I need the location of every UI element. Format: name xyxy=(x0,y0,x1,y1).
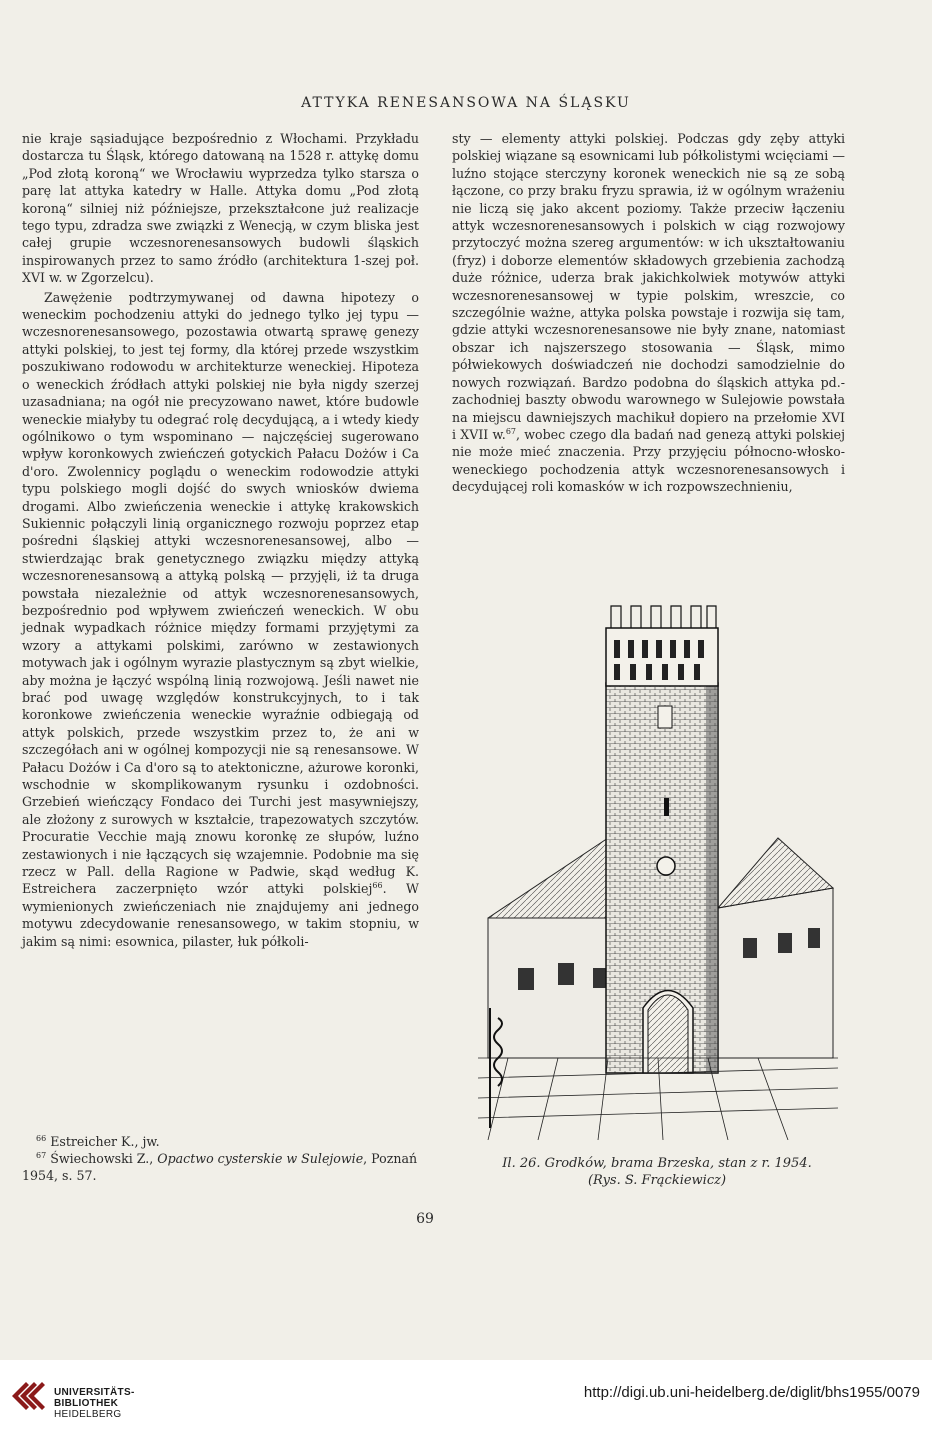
library-name[interactable]: UNIVERSITÄTS- BIBLIOTHEK HEIDELBERG xyxy=(54,1387,135,1420)
right-text-column xyxy=(452,130,845,496)
footnote-ref: 67 xyxy=(505,426,517,436)
tower-illustration xyxy=(478,588,838,1140)
paragraph: sty — elementy attyki polskiej. Podczas gdy zęby attyki polskiej wiązane są esownicami lub półkolistymi wcięciami — luźno stojące sterczyny koronek weneckich nie są ze sobą łączone, co przy braku fryzu sprawia, iż w ogólnym wrażeniu nie liczą się jako akcent poziomy. Także przeciw łączeniu attyk wczesnorenesansowych i polskich w ciąg rozwojowy przytoczyć można szereg argumentów: w ich ukształtowaniu (fryz) i doborze elementów składowych grzebienia zachodzą duże różnice, uderza brak jakichkolwiek motywów attyki wczesnorenesansowej w typie polskim, wreszcie, co szczególnie ważne, attyka polska powstaje i rozwija się tam, gdzie attyki wczesnorenesansowe nie były znane, natomiast obszar ich najszerszego stosowania — Śląsk, mimo półwiekowych doświadczeń nie dochodzi samodzielnie do nowych rozwiązań. Bardzo podobna do śląskich attyka pd.-zachodniej baszty obwodu warownego w Sulejowie powstała na miejscu dawniejszych machikuł dopiero na przełomie XVI i XVII w.$^{67}$, wobec czego dla badań nad genezą attyki polskiej nie może mieć znaczenia. Przy przyjęciu północno-włosko-weneckiego pochodzenia attyk wczesnorenesansowych i decydującej roli komasków w ich rozpowszechnieniu, xyxy=(452,131,845,495)
footnote-ref: 66 xyxy=(372,881,383,891)
figure-caption: Il. 26. Grodków, brama Brzeska, stan z r. 1954. (Rys. S. Frąckiewicz) xyxy=(502,1156,812,1188)
running-title: ATTYKA RENESANSOWA NA ŚLĄSKU xyxy=(301,95,631,111)
footnotes xyxy=(22,1133,422,1184)
paragraph: nie kraje sąsiadujące bezpośrednio z Włochami. Przykładu dostarcza tu Śląsk, którego datowaną na 1528 r. attykę domu „Pod złotą koroną“ we Wrocławiu wyprzedza tylko starsza o parę lat attyka katedry w Halle. Attyka domu „Pod złotą koroną“ silniej niż późniejsze, przekształcone już realizacje tego typu, zdradza swe związki z Wenecją, w czym bliska jest całej grupie wczesnorenesansowych budowli śląskich inspirowanych przez to samo źródło (architektura 1-szej poł. XVI w. w Zgorzelcu). xyxy=(22,131,419,286)
footnote: $^{66}$ Estreicher K., jw. xyxy=(36,1133,160,1149)
library-logo[interactable] xyxy=(10,1374,50,1424)
left-building xyxy=(488,838,613,1058)
source-url-link[interactable]: http://digi.ub.uni-heidelberg.de/diglit/bhs1955/0079 xyxy=(583,1384,920,1401)
gate-tower xyxy=(606,606,718,1073)
footnote: $^{67}$ Świechowski Z., Opactwo cysterskie w Sulejowie, Poznań 1954, s. 57. xyxy=(22,1150,418,1183)
page-number: 69 xyxy=(416,1211,434,1227)
left-text-column xyxy=(22,130,419,950)
logo-mark-icon xyxy=(12,1382,45,1410)
paragraph: Zawężenie podtrzymywanej od dawna hipotezy o weneckim pochodzeniu attyki do jednego tylko jej typu — wczesnorenesansowego, pozostawia otwartą sprawę genezy attyki polskiej, to jest tej formy, dla której przede wszystkim poszukiwano rodowodu w architekturze weneckiej. Hipoteza o weneckich źródłach attyki polskiej nie była nigdy szerzej uzasadniana; na ogół nie precyzowano nawet, które budowle weneckie miałyby tu odegrać rolę decydującą, a i wtedy kiedy ogólnikowo o tym wspominano — najczęściej sugerowano wpływ koronkowych zwieńczeń gotyckich Pałacu Dożów i Ca d'oro. Zwolennicy poglądu o weneckim rodowodzie attyki typu polskiego mogli dojść do swych wniosków dwiema drogami. Albo zwieńczenia weneckie i attykę krakowskich Sukiennic połączyli linią organicznego rozwoju poprzez etap pośredni śląskiej attyki wczesnorenesansowej, albo — stwierdzając brak genetycznego związku między attyką wczesnorenesansową a attyką polską — przyjęli, iż ta druga powstała niezależnie od attyk wczesnorenesansowych, bezpośrednio pod wpływem zwieńczeń weneckich. W obu jednak wypadkach różnice między formami przyjętymi za wzory a attykami polskimi, zarówno w zestawionych motywach jak i ogólnym wyrazie plastycznym są zbyt wielkie, aby można je łączyć wspólną linią rozwojową. Jeśli nawet nie brać pod uwagę względów konstrukcyjnych, to i tak koronkowe zwieńczenia weneckie wyraźnie odbiegają od attyk polskich, przede wszystkim przez to, że ani w szczegółach ani w ogólnej kompozycji nie są renesansowe. W Pałacu Dożów i Ca d'oro są to atektoniczne, ażurowe koronki, wschodnie w skomplikowanym rysunku i ozdobności. Grzebień wieńczący Fondaco dei Turchi jest masywniejszy, ale złożony z surowych w kształcie, trapezowatych szczytów. Procuratie Vecchie mają znowu koronkę ze słupów, luźno zestawionych i nie łączących się wzajemnie. Podobnie ma się rzecz w Pall. della Ragione w Padwie, skąd według K. Estreichera zaczerpnięto wzór attyki polskiej$^{66}$. W wymienionych zwieńczeniach nie znajdujemy ani jednego motywu zdecydowanie renesansowego, w takim stopniu, w jakim są nimi: esownica, pilaster, łuk półkoli- xyxy=(22,289,419,949)
right-building xyxy=(718,838,833,1058)
